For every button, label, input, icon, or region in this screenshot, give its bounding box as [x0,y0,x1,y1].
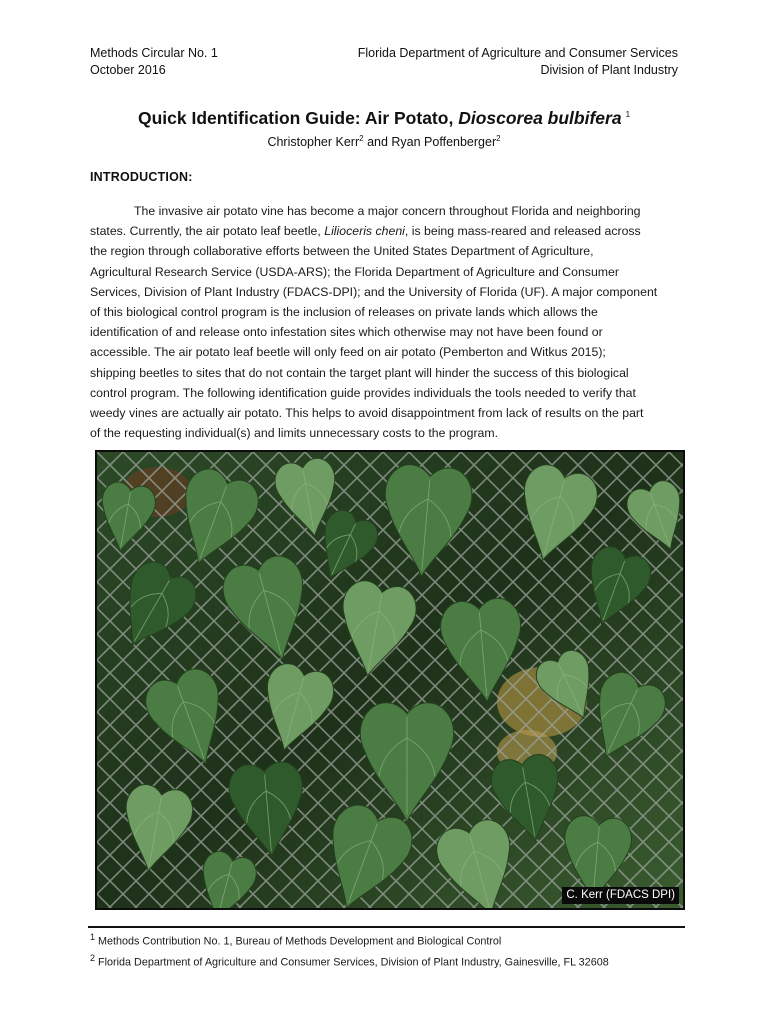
paragraph-line: of the requesting individual(s) and limits unnecessary costs to the program. [90,426,499,441]
paragraph-line: control program. The following identification guide provides individuals the tools needed to verify that [90,385,636,400]
footnote-1-mark: 1 [90,932,96,942]
paragraph-line: accessible. The air potato leaf beetle will only feed on air potato (Pemberton and Witkus 2015); [90,345,606,360]
footnote-divider [88,926,685,928]
footnote-1 [90,929,609,950]
paragraph-line: shipping beetles to sites that do not contain the target plant will hinder the success of this biological [90,365,629,380]
footnotes [90,929,609,970]
author-2: Ryan Poffenberger [391,135,497,150]
header-right [358,45,678,79]
title-footnote-mark: 1 [625,110,631,119]
authors-connector: and [363,135,392,150]
department-name: Florida Department of Agriculture and Consumer Services [357,46,678,60]
paragraph-line: identification of and release onto infestation sites which otherwise may not have been found or [90,325,603,340]
air-potato-photo [95,450,685,910]
title-species: Dioscorea bulbifera [458,107,622,128]
title-main: Quick Identification Guide: Air Potato, [137,107,459,128]
beetle-species-name: Lilioceris cheni [324,224,405,239]
author-1: Christopher Kerr [267,135,360,150]
footnote-1-text: Methods Contribution No. 1, Bureau of Methods Development and Biological Control [95,935,502,948]
paragraph-line: Services, Division of Plant Industry (FDACS-DPI); and the University of Florida (UF). A major component [90,284,658,299]
author-2-mark: 2 [496,134,501,143]
paragraph-line: The invasive air potato vine has become a major concern throughout Florida and neighboring [134,204,641,218]
footnote-2-mark: 2 [90,952,96,963]
paragraph-line: of this biological control program is the inclusion of releases on private lands which allows the [90,305,598,320]
authors-line [0,131,768,150]
footnote-2-text: Florida Department of Agriculture and Consumer Services, Division of Plant Industry, Gainesville, FL 32608 [95,956,609,969]
paragraph-line: Agricultural Research Service (USDA-ARS); the Florida Department of Agriculture and Consumer [90,264,619,279]
publication-date: October 2016 [90,63,166,77]
section-heading-introduction: INTRODUCTION: [90,170,193,184]
paragraph-line [90,221,680,241]
division-name: Division of Plant Industry [540,63,678,77]
line-text: states. Currently, the air potato leaf beetle, [90,224,325,239]
introduction-paragraph [90,201,680,443]
paragraph-line: the region through collaborative efforts between the United States Department of Agriculture, [90,244,594,259]
photo-credit: C. Kerr (FDACS DPI) [562,887,679,904]
air-potato-vine-illustration [97,452,683,908]
circular-number: Methods Circular No. 1 [90,46,218,60]
page-title [0,104,768,129]
line-text: , is being mass-reared and released across [404,224,641,239]
header-left [90,45,218,79]
footnote-2 [90,950,609,971]
paragraph-line: weedy vines are actually air potato. This helps to avoid disappointment from lack of results on the part [90,406,644,421]
author-1-mark: 2 [359,134,364,143]
